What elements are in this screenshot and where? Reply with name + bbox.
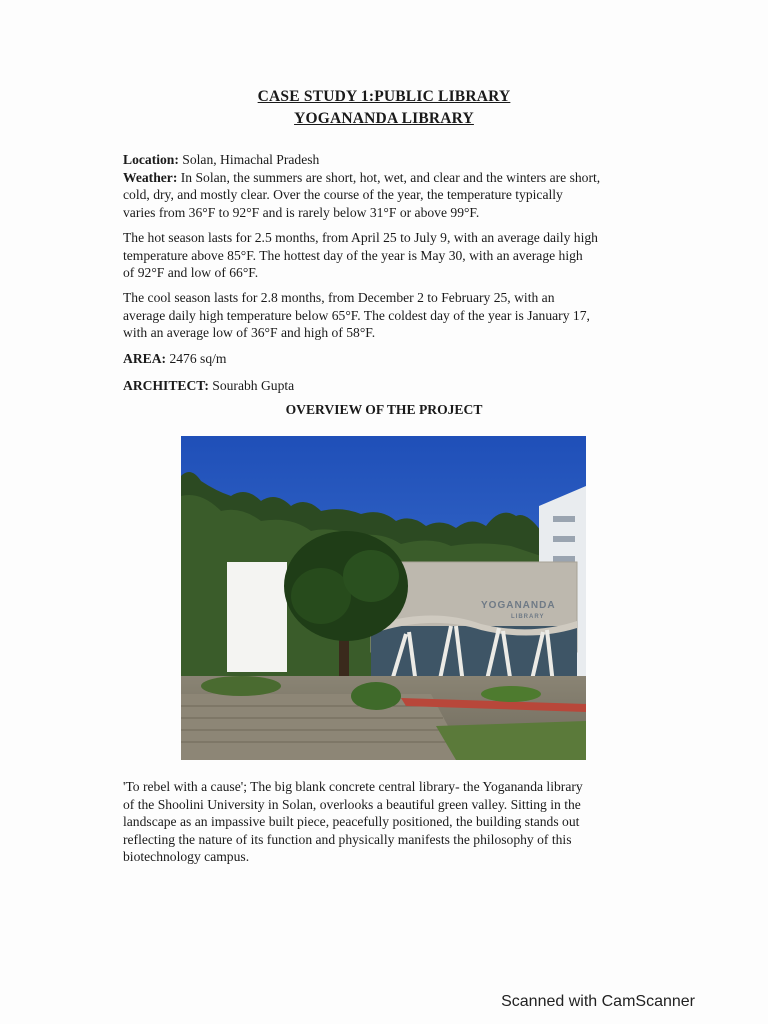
weather-line-3: varies from 36°F to 92°F and is rarely below 31°F or above 99°F.: [123, 204, 480, 220]
photo-sign-line-1: YOGANANDA: [481, 600, 556, 611]
location-label: Location:: [123, 152, 179, 167]
photo-sign-line-2: LIBRARY: [511, 614, 545, 620]
description-line-3: landscape as an impassive built piece, peacefully positioned, the building stands out: [123, 814, 580, 829]
hot-season-line-1: The hot season lasts for 2.5 months, from April 25 to July 9, with an average daily high: [123, 230, 598, 245]
cool-season-line-2: average daily high temperature below 65°F. The coldest day of the year is January 17,: [123, 307, 590, 323]
description-line-2: of the Shoolini University in Solan, overlooks a beautiful green valley. Sitting in the: [123, 796, 581, 812]
document-subtitle: YOGANANDA LIBRARY: [294, 110, 474, 127]
hot-season-paragraph: [123, 229, 663, 282]
document-title: CASE STUDY 1:PUBLIC LIBRARY: [257, 88, 511, 105]
area-line: [123, 350, 663, 368]
description-line-5: biotechnology campus.: [123, 849, 250, 864]
overview-heading: OVERVIEW OF THE PROJECT: [285, 402, 483, 417]
hot-season-line-2: temperature above 85°F. The hottest day of the year is May 30, with an average high: [123, 247, 583, 263]
weather-line-1: [123, 169, 663, 187]
architect-value: Sourabh Gupta: [212, 378, 295, 393]
cool-season-line-3: with an average low of 36°F and high of 58°F.: [123, 325, 376, 340]
description-line-1: 'To rebel with a cause'; The big blank concrete central library- the Yogananda library: [123, 779, 583, 794]
camscanner-watermark: Scanned with CamScanner: [501, 993, 695, 1010]
architect-line: [123, 377, 663, 395]
area-label: AREA:: [123, 351, 167, 366]
cool-season-line-1: The cool season lasts for 2.8 months, from December 2 to February 25, with an: [123, 290, 555, 305]
location-value: Solan, Himachal Pradesh: [182, 152, 320, 167]
architect-label: ARCHITECT:: [123, 378, 209, 393]
weather-text-1: In Solan, the summers are short, hot, wet, and clear and the winters are short,: [180, 169, 601, 185]
location-line: [123, 151, 663, 169]
weather-label: Weather:: [123, 169, 178, 185]
location-weather-block: [123, 151, 663, 221]
area-value: 2476 sq/m: [169, 351, 227, 366]
cool-season-paragraph: [123, 289, 663, 342]
weather-line-2: cold, dry, and mostly clear. Over the course of the year, the temperature typically: [123, 187, 563, 202]
library-photo: [181, 436, 586, 760]
hot-season-line-3: of 92°F and low of 66°F.: [123, 265, 259, 280]
description-line-4: reflecting the nature of its function and physically manifests the philosophy of this: [123, 831, 572, 847]
description-paragraph: [123, 778, 663, 866]
